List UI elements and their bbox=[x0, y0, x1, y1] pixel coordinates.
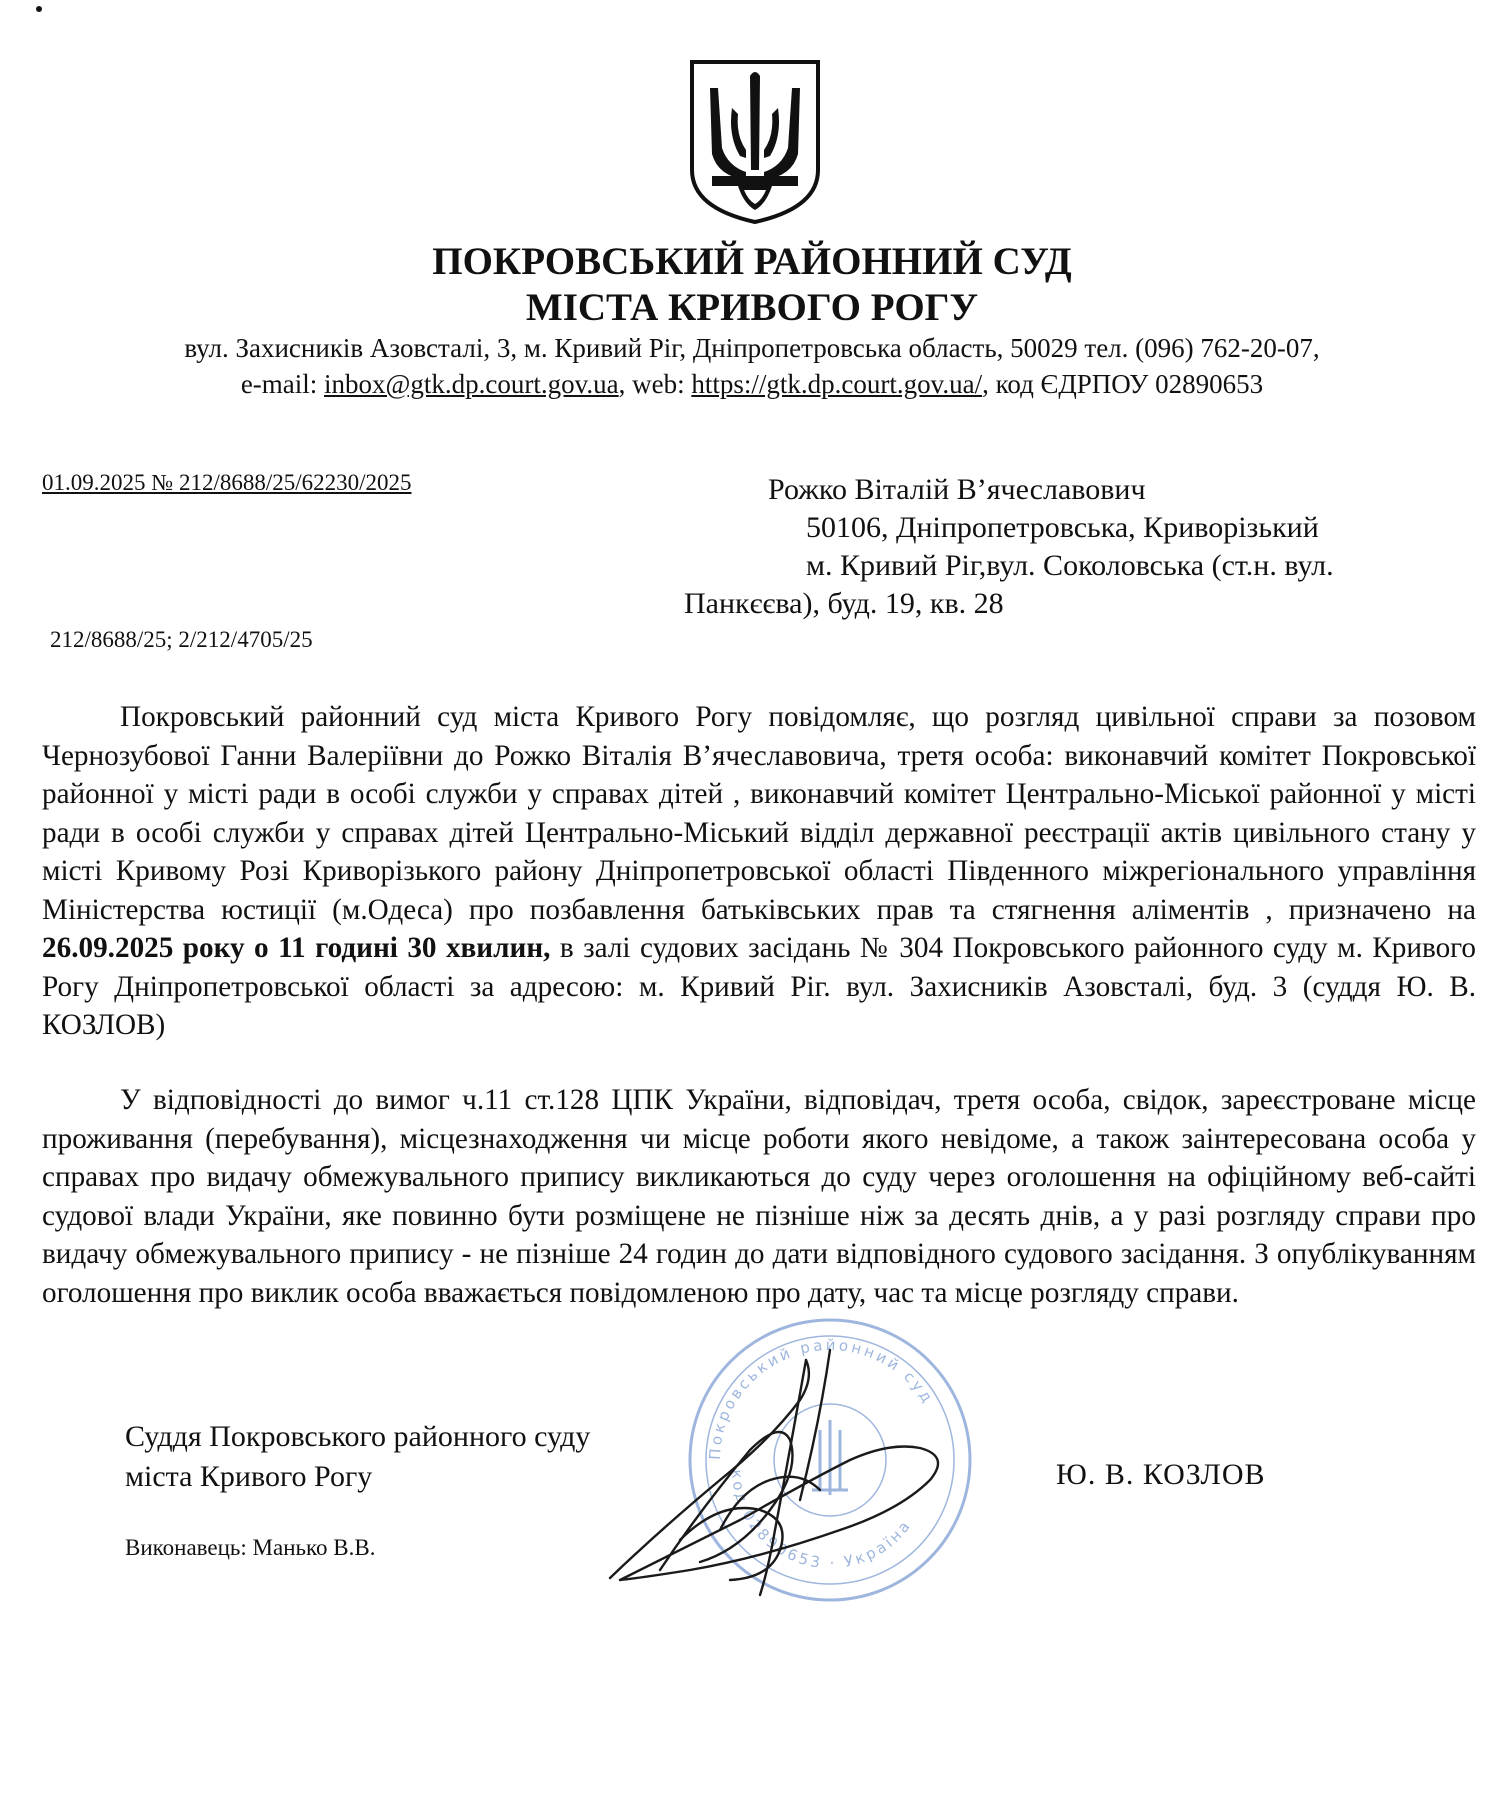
court-contacts bbox=[0, 366, 1504, 402]
executor: Виконавець: Манько В.В. bbox=[125, 1535, 376, 1560]
judge-name: Ю. В. КОЗЛОВ bbox=[1056, 1458, 1266, 1491]
stamp-text-top: Покровський районний суд bbox=[705, 1335, 938, 1461]
hearing-datetime: 26.09.2025 року о 11 годині 30 хвилин, bbox=[42, 932, 551, 964]
stamp-text-bottom: код 02890653 · Україна bbox=[727, 1469, 916, 1573]
email-label: e-mail: bbox=[240, 369, 325, 399]
legal-notice-paragraph: У відповідності до вимог ч.11 ст.128 ЦПК України, відповідач, третя особа, свідок, зареєстроване місце проживання (перебування), місцезнаходження чи місце роботи якого невідоме, а також заінтересована особа у справах про видачу обмежувального припису викликаються до суду через оголошення на офіційному веб-сайті судової влади України, яке повинно бути розміщене не пізніше ніж за десять днів, а у разі розгляду справи про видачу обмежувального припису - не пізніше 24 годин до дати відповідного судового засідання. З опублікуванням оголошення про виклик особа вважається повідомленою про дату, час та місце розгляду справи. bbox=[42, 1084, 1476, 1309]
notice-paragraph bbox=[42, 698, 1476, 1045]
recipient-address-line4: Панкєєва), буд. 19, кв. 28 bbox=[684, 587, 1004, 620]
recipient-address-line2: 50106, Дніпропетровська, Криворізький bbox=[806, 511, 1319, 544]
court-name-line2: МІСТА КРИВОГО РОГУ bbox=[525, 286, 979, 329]
case-number: 212/8688/25; 2/212/4705/25 bbox=[50, 627, 313, 652]
signatory-position-line1: Суддя Покровського районного суду bbox=[125, 1420, 591, 1453]
recipient-address-line3: м. Кривий Ріг,вул. Соколовська (ст.н. вул. bbox=[806, 549, 1334, 582]
outgoing-number: 01.09.2025 № 212/8688/25/62230/2025 bbox=[42, 470, 412, 495]
court-name-line1: ПОКРОВСЬКИЙ РАЙОННИЙ СУД bbox=[432, 240, 1072, 283]
web-link[interactable]: https://gtk.dp.court.gov.ua/ bbox=[691, 369, 983, 399]
court-address: вул. Захисників Азовсталі, 3, м. Кривий Ріг, Дніпропетровська область, 50029 тел. (096) 762-20-07, bbox=[184, 333, 1320, 363]
email-link[interactable]: inbox@gtk.dp.court.gov.ua bbox=[324, 369, 619, 399]
notice-text-a: Покровський районний суд міста Кривого Рогу повідомляє, що розгляд цивільної справи за позовом Чернозубової Ганни Валеріївни до Рожко Віталія В’ячеславовича, третя особа: виконавчий комітет Покровської районної у місті ради в особі служби у справах дітей , виконавчий комітет Центрально-Міської районної у місті ради в особі служби у справах дітей Центрально-Міський відділ державної реєстрації актів цивільного стану у місті Кривому Розі Криворізького району Дніпропетровської області Південного міжрегіонального управління Міністерства юстиції (м.Одеса) про позбавлення батьківських прав та стягнення аліментів , призначено на bbox=[42, 701, 1476, 926]
notice-text-b: в залі судових засідань № 304 Покровського районного суду м. Кривого Рогу Дніпропетровської області за адресою: м. Кривий Ріг. вул. Захисників Азовсталі, буд. 3 (суддя Ю. В. КОЗЛОВ) bbox=[42, 932, 1476, 1041]
coat-of-arms-icon bbox=[688, 58, 822, 226]
recipient-name: Рожко Віталій В’ячеславович bbox=[768, 473, 1146, 506]
signatory-position-line2: міста Кривого Рогу bbox=[125, 1460, 373, 1493]
scan-mark bbox=[36, 6, 42, 12]
web-label: , web: bbox=[618, 369, 692, 399]
handwritten-signature bbox=[600, 1330, 960, 1620]
edrpou-code: , код ЄДРПОУ 02890653 bbox=[982, 369, 1264, 399]
